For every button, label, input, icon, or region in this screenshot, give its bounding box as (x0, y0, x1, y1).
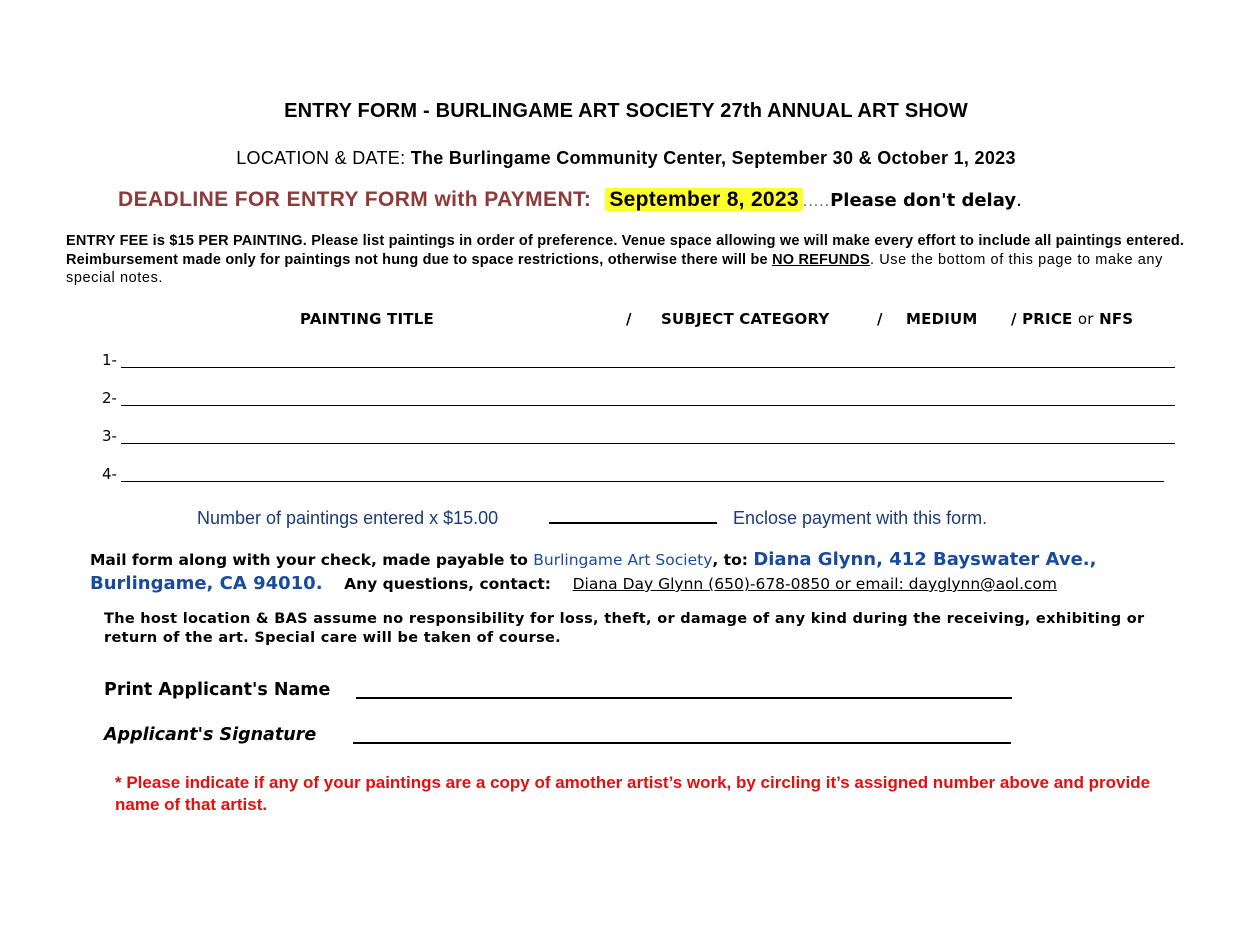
disclaimer: The host location & BAS assume no responsibility for loss, theft, or damage of any kind during the receiving, exhibiting or return of the art. Special care will be taken of course. (104, 611, 1145, 646)
location-label: LOCATION & DATE: (236, 148, 406, 168)
col-price-prefix: / PRICE (1011, 310, 1073, 328)
deadline-period: . (1016, 188, 1022, 211)
enclose-payment-label: Enclose payment with this form. (733, 508, 988, 528)
entry-line-3[interactable] (121, 443, 1175, 444)
entry-number-1: 1- (102, 351, 117, 369)
col-price-or: or (1077, 310, 1094, 328)
col-price (1011, 310, 1133, 328)
no-refunds: NO REFUNDS (772, 251, 870, 268)
col-sep-2: / (877, 310, 883, 328)
col-subject-category: SUBJECT CATEGORY (661, 310, 830, 328)
mail-payee: Burlingame Art Society (533, 551, 713, 569)
entry-number-4: 4- (102, 465, 117, 483)
deadline-line (118, 188, 1022, 212)
copy-notice: * Please indicate if any of your paintings are a copy of amother artist’s work, by circling it’s assigned number above and provide name of that artist. (115, 773, 1151, 814)
entry-number-3: 3- (102, 427, 117, 445)
entry-fee-paragraph (66, 232, 1186, 288)
col-medium: MEDIUM (906, 310, 978, 328)
col-sep-1: / (626, 310, 632, 328)
applicant-name-label: Print Applicant's Name (104, 680, 331, 700)
mail-instructions (90, 548, 1190, 596)
applicant-signature-field[interactable] (353, 742, 1011, 744)
fee-tail: . Use the bottom of this page to make any special notes. (66, 251, 1163, 286)
entry-line-1[interactable] (121, 367, 1175, 368)
deadline-tail: Please don't delay (830, 190, 1017, 211)
deadline-date: September 8, 2023 (605, 188, 803, 211)
location-value: The Burlingame Community Center, September 30 & October 1, 2023 (410, 148, 1016, 168)
entry-line-4[interactable] (121, 481, 1164, 482)
mail-mid: , to: (712, 551, 754, 569)
painting-count-label: Number of paintings entered x $15.00 (197, 508, 499, 528)
column-headers (0, 310, 1260, 330)
applicant-name-field[interactable] (356, 697, 1012, 699)
fee-text: ENTRY FEE is $15 PER PAINTING. Please list paintings in order of preference. Venue space allowing we will make every effort to include all paintings entered. Reimbursement made only for paintings not hung due to space restrictions, otherwise there will be (66, 233, 1185, 268)
entry-number-2: 2- (102, 389, 117, 407)
entry-line-2[interactable] (121, 405, 1175, 406)
location-date-line (0, 148, 1252, 169)
questions-label: Any questions, contact: (344, 575, 551, 593)
mail-address-2: Burlingame, CA 94010. (90, 573, 323, 594)
contact-info: Diana Day Glynn (650)-678-0850 or email: dayglynn@aol.com (572, 575, 1057, 593)
col-price-suffix: NFS (1099, 310, 1134, 328)
deadline-label: DEADLINE FOR ENTRY FORM with PAYMENT: (118, 188, 592, 211)
mail-address-1: Diana Glynn, 412 Bayswater Ave., (753, 549, 1097, 570)
form-title: ENTRY FORM - BURLINGAME ART SOCIETY 27th ANNUAL ART SHOW (284, 100, 968, 122)
col-painting-title: PAINTING TITLE (300, 310, 434, 328)
mail-prefix: Mail form along with your check, made payable to (90, 551, 534, 569)
painting-count-blank[interactable] (549, 522, 717, 524)
mail-line-1 (90, 548, 1190, 572)
applicant-signature-label: Applicant's Signature (104, 725, 317, 745)
deadline-dots: ..... (802, 193, 831, 210)
mail-line-2 (90, 572, 1190, 596)
